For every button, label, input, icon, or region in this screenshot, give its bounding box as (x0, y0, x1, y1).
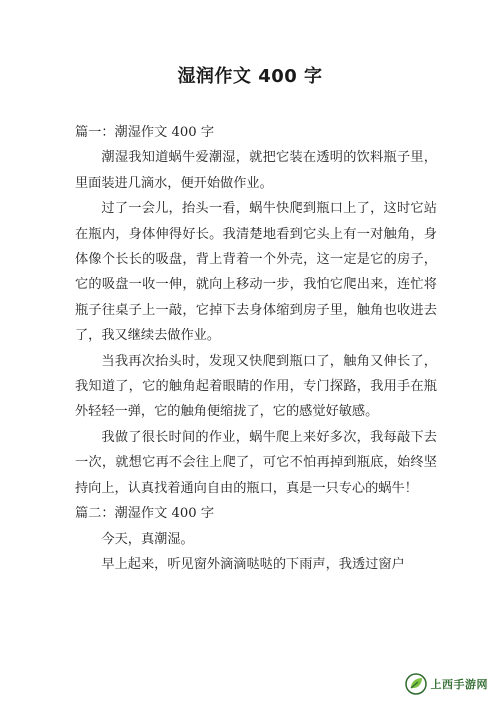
paragraph: 当我再次抬头时，发现又快爬到瓶口了，触角又伸长了，我知道了，它的触角起着眼睛的作用，专门探路，我用手在瓶外轻轻一弹，它的触角便缩拢了，它的感觉好敏感。 (75, 353, 437, 420)
section-heading-2: 篇二：潮湿作文 400 字 (75, 506, 215, 522)
leaf-logo-icon (405, 673, 427, 695)
document-title: 湿润作文 400 字 (177, 66, 323, 87)
paragraph: 潮湿我知道蜗牛爱潮湿，就把它装在透明的饮料瓶子里，里面装进几滴水，便开始做作业。 (75, 150, 437, 191)
section-heading-1: 篇一：潮湿作文 400 字 (75, 125, 215, 140)
document-body (75, 120, 437, 577)
paragraph: 我做了很长时间的作业，蜗牛爬上来好多次，我每敲下去一次，就想它再不会往上爬了，可它不怕再掉到瓶底，始终坚持向上，认真找着通向自由的瓶口，真是一只专心的蜗牛！ (75, 429, 437, 496)
paragraph: 早上起来，听见窗外滴滴哒哒的下雨声，我透过窗户 (101, 556, 405, 572)
paragraph: 过了一会儿，抬头一看，蜗牛快爬到瓶口上了，这时它站在瓶内，身体伸得好长。我清楚地看到它头上有一对触角，身体像个长长的吸盘，背上背着一个外壳，这一定是它的房子，它的吸盘一收一伸，就向上移动一步，我怕它爬出来，连忙将瓶子往桌子上一敲，它掉下去身体缩到房子里，触角也收进去了，我又继续去做作业。 (75, 201, 437, 344)
site-watermark (403, 672, 495, 696)
paragraph: 今天，真潮湿。 (101, 531, 194, 547)
watermark-text: 上西手游网 (430, 678, 488, 691)
